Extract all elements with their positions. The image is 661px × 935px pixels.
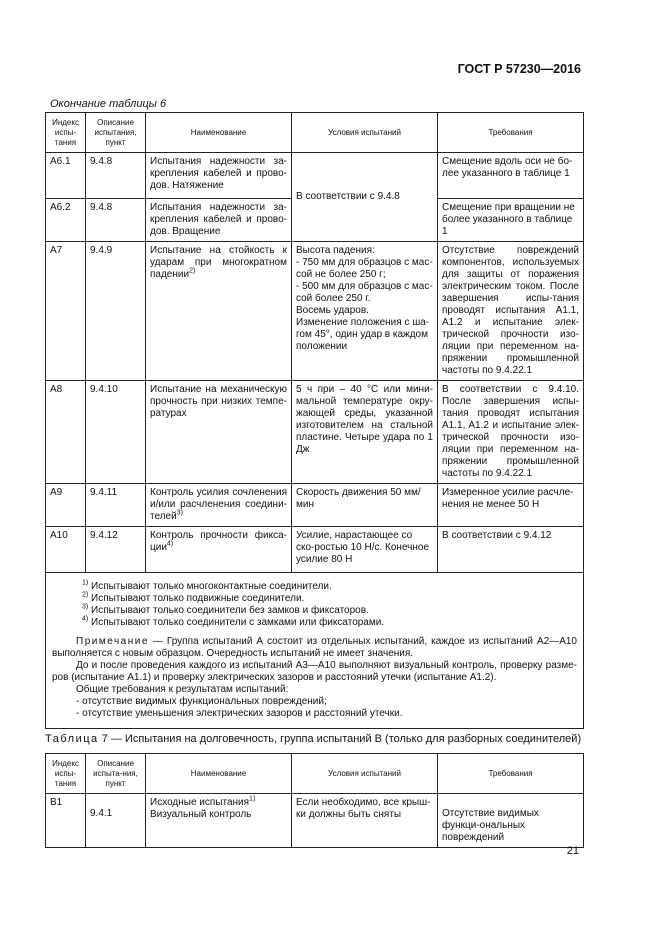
- footnote-ref: 2): [189, 267, 196, 275]
- footnote: [52, 581, 577, 593]
- table7-caption: [45, 733, 581, 745]
- footnote-text: Испытывают только подвижные соединители.: [91, 593, 305, 604]
- cell-name: Испытания надежности за-крепления кабелей и прово-дов. Натяжение: [146, 153, 292, 199]
- cell-name: Испытания надежности за-крепления кабелей и прово-дов. Вращение: [146, 199, 292, 242]
- cell-name-text: Контроль усилия сочленения и/или расчленения соедини-телей: [150, 487, 287, 522]
- cell-requirements: В соответствии с 9.4.10. После завершения испы-тания проводят испытания A1.1, A1.2 и испытание элек-трической прочности изо-ляции при переменном на-пряжении промышленной частоты по 9.4.22.1: [438, 381, 584, 484]
- header-requirements: Требования: [438, 113, 584, 153]
- cell-name: [146, 794, 292, 848]
- note-list-item: - отсутствие видимых функциональных повреждений;: [76, 696, 327, 707]
- cell-conditions-merged: В соответствии с 9.4.8: [292, 153, 438, 242]
- cell-index: A6.2: [46, 199, 86, 242]
- table-row: [46, 242, 584, 381]
- cell-index: A6.1: [46, 153, 86, 199]
- cell-name: [146, 484, 292, 527]
- page-number: 21: [566, 845, 579, 857]
- table6-caption: Окончание таблицы 6: [50, 98, 167, 110]
- header-name: Наименование: [146, 113, 292, 153]
- table-header-row: [46, 754, 584, 794]
- note-paragraph: Общие требования к результатам испытаний:: [76, 684, 289, 695]
- condition-line: Восемь ударов.: [296, 305, 369, 316]
- header-name: Наименование: [146, 754, 292, 794]
- table7-caption-label: Таблица: [45, 733, 99, 745]
- cell-name-text: Контроль прочности фикса-ции: [150, 530, 287, 553]
- cell-name-line: [150, 797, 287, 809]
- footnote-mark: 3): [82, 603, 89, 611]
- table-row: [46, 794, 584, 848]
- note-label: Примечание: [76, 636, 149, 647]
- condition-line: гом 45°, один удар в каждом: [296, 329, 428, 340]
- cell-requirements: Смещение вдоль оси не бо-лее указанного в таблице 1: [438, 153, 584, 199]
- header-conditions: Условия испытаний: [292, 754, 438, 794]
- table-row: [46, 153, 584, 199]
- cell-requirements: В соответствии с 9.4.12: [438, 527, 584, 573]
- note-list-item: - отсутствие уменьшения электрических зазоров и расстояний утечки.: [76, 708, 403, 719]
- header-index: Индекс испы-тания: [46, 754, 86, 794]
- header-clause: Описание испытания, пункт: [86, 113, 146, 153]
- footnote-ref: 4): [166, 540, 174, 548]
- notes-cell: [46, 573, 584, 729]
- footnote-mark: 4): [82, 615, 89, 623]
- notes-row: [46, 573, 584, 729]
- footnote-ref: 3): [176, 509, 183, 517]
- cell-conditions: [292, 242, 438, 381]
- cell-index: A10: [46, 527, 86, 573]
- table-header-row: [46, 113, 584, 153]
- header-clause: Описание испыта-ния, пункт: [86, 754, 146, 794]
- cell-name: [146, 527, 292, 573]
- cell-requirements: Отсутствие повреждений компонентов, используемых для защиты от поражения электрическим током. После завершения испы-тания проводят испытания A1.1, A1.2 и испытание элек-трической прочности изо-ляции при переменном на-пряжении промышленной частоты по 9.4.22.1: [438, 242, 584, 381]
- table-row: [46, 527, 584, 573]
- cell-index: A9: [46, 484, 86, 527]
- table-6: [45, 112, 584, 729]
- condition-line: положении: [296, 341, 348, 352]
- header-requirements: Требования: [438, 754, 584, 794]
- condition-line: Изменение положения с ша-: [296, 317, 430, 328]
- cell-clause: 9.4.9: [86, 242, 146, 381]
- cell-clause: 9.4.1: [86, 794, 146, 848]
- footnote-text: Испытывают только соединители без замков и фиксаторов.: [91, 605, 369, 616]
- cell-name-line: Визуальный контроль: [150, 809, 252, 820]
- footnote-text: Испытывают только многоконтактные соединители.: [91, 581, 332, 592]
- footnote: [52, 617, 577, 629]
- cell-clause: 9.4.8: [86, 153, 146, 199]
- note-text: — Группа испытаний А состоит из отдельных испытаний, каждое из испытаний А2—А10 выполняется с новым образцом. Очередность испытаний не имеет значения.: [52, 636, 577, 659]
- table-7: [45, 753, 584, 848]
- cell-clause: 9.4.8: [86, 199, 146, 242]
- document-code: ГОСТ Р 57230—2016: [457, 62, 581, 76]
- cell-index: A7: [46, 242, 86, 381]
- cell-name-text: Испытание на стойкость к ударам при многократном падении: [150, 245, 287, 280]
- condition-line: - 750 мм для образцов с мас-: [296, 257, 433, 268]
- cell-conditions: Усилие, нарастающее со ско-ростью 10 Н/с. Конечное усилие 80 Н: [292, 527, 438, 573]
- table-row: [46, 381, 584, 484]
- footnote-mark: 1): [82, 579, 89, 587]
- cell-requirements: Смещение при вращении не более указанного в таблице 1: [438, 199, 584, 242]
- condition-line: сой не более 250 г;: [296, 269, 386, 280]
- cell-clause: 9.4.11: [86, 484, 146, 527]
- cell-requirements: Отсутствие видимых функци-ональных повреждений: [438, 794, 584, 848]
- header-conditions: Условия испытаний: [292, 113, 438, 153]
- condition-line: сой более 250 г.: [296, 293, 371, 304]
- cell-clause: 9.4.10: [86, 381, 146, 484]
- condition-line: Высота падения:: [296, 245, 375, 256]
- cell-conditions: Скорость движения 50 мм/мин: [292, 484, 438, 527]
- cell-requirements: Измеренное усилие расчле-нения не менее 50 Н: [438, 484, 584, 527]
- note-paragraph: До и после проведения каждого из испытаний А3—А10 выполняют визуальный контроль, проверку разме-ров (испытание А1.1) и проверку электрических зазоров и расстояний утечки (испытание А1.2).: [52, 660, 577, 683]
- table7-caption-text: 7 — Испытания на долговечность, группа испытаний В (только для разборных соединителей): [98, 733, 582, 745]
- header-index: Индекс испы-тания: [46, 113, 86, 153]
- cell-name-text: Исходные испытания: [150, 797, 250, 808]
- cell-conditions: Если необходимо, все крыш-ки должны быть сняты: [292, 794, 438, 848]
- footnote-mark: 2): [82, 591, 89, 599]
- footnote: [52, 593, 577, 605]
- cell-index: B1: [46, 794, 86, 848]
- cell-index: A8: [46, 381, 86, 484]
- condition-line: - 500 мм для образцов с мас-: [296, 281, 433, 292]
- footnote-text: Испытывают только соединители с замками или фиксаторами.: [91, 617, 385, 628]
- cell-name: [146, 242, 292, 381]
- note-paragraph: [52, 636, 577, 660]
- cell-conditions: 5 ч при – 40 °C или мини-мальной температуре окру-жающей среды, указанной изготовителем на стальной пластине. Четыре удара по 1 Дж: [292, 381, 438, 484]
- cell-clause: 9.4.12: [86, 527, 146, 573]
- table-row: [46, 484, 584, 527]
- footnote: [52, 605, 577, 617]
- cell-name: Испытание на механическую прочность при низких темпе-ратурах: [146, 381, 292, 484]
- footnote-ref: 1): [249, 795, 256, 803]
